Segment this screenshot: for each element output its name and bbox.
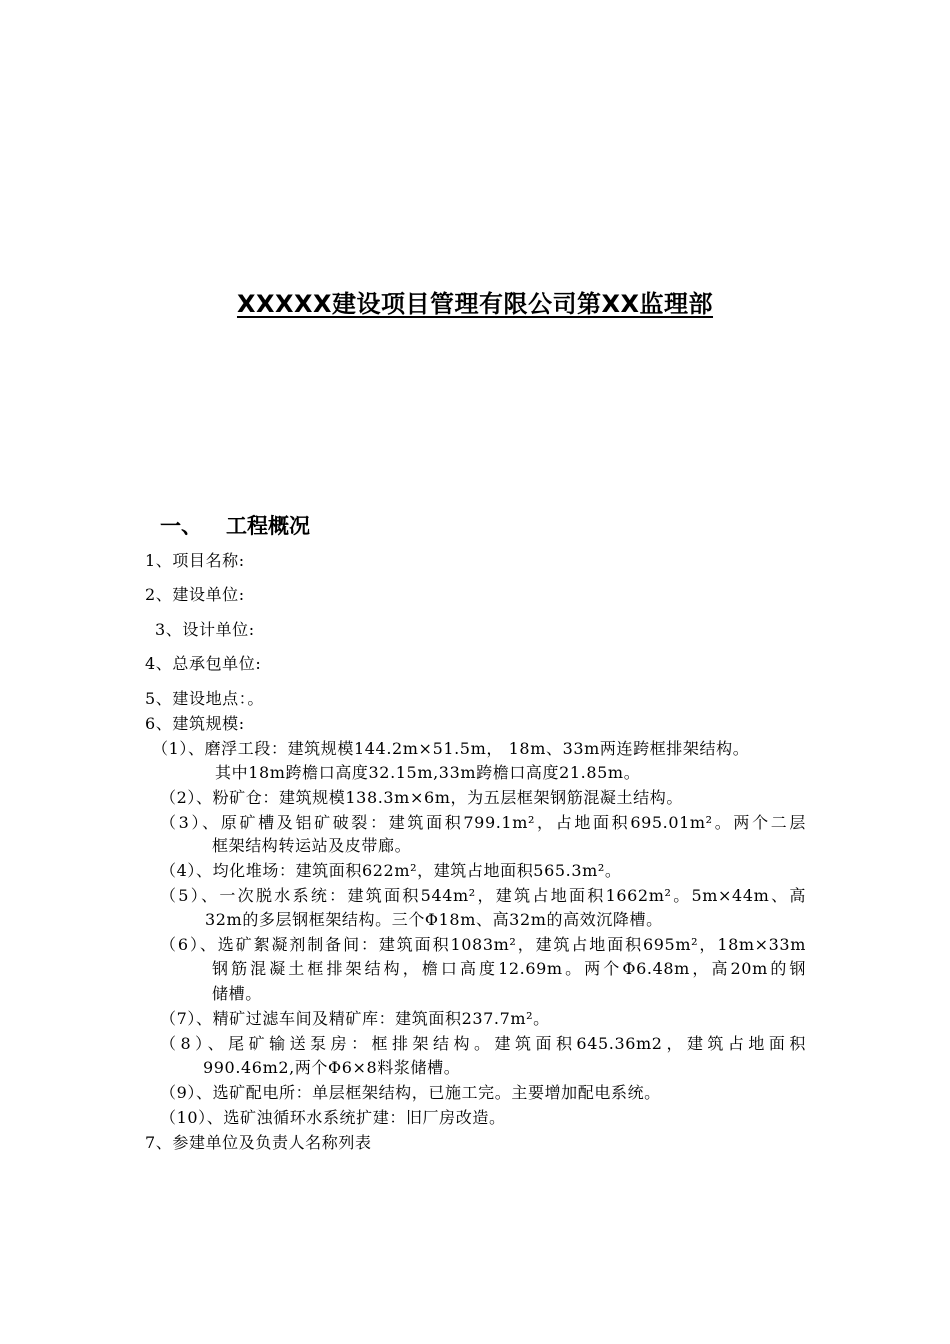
item-building-scale: 6、建筑规模: (145, 714, 245, 733)
item-design-unit: 3、设计单位: (155, 620, 255, 639)
scale-item-3-cont: 框架结构转运站及皮带廊。 (212, 836, 412, 855)
section-number: 一、 (160, 514, 202, 538)
scale-item-1-cont: 其中18m跨檐口高度32.15m,33m跨檐口高度21.85m。 (215, 763, 641, 782)
scale-item-8: （8）、尾矿输送泵房：框排架结构。建筑面积645.36m2，建筑占地面积 (160, 1034, 806, 1053)
scale-item-9: （9）、选矿配电所：单层框架结构，已施工完。主要增加配电系统。 (160, 1083, 661, 1102)
scale-item-1: （1）、磨浮工段：建筑规模144.2m×51.5m， 18m、33m两连跨框排架结构。 (152, 739, 750, 758)
scale-item-2: （2）、粉矿仓：建筑规模138.3m×6m，为五层框架钢筋混凝土结构。 (160, 788, 683, 807)
section-heading (160, 510, 310, 540)
item-project-name: 1、项目名称: (145, 551, 245, 570)
item-participating-units: 7、参建单位及负责人名称列表 (145, 1133, 372, 1152)
scale-item-5: （5）、一次脱水系统：建筑面积544m²，建筑占地面积1662m²。5m×44m、高 (160, 886, 806, 905)
scale-item-6-cont2: 储槽。 (212, 984, 262, 1003)
scale-item-6-cont: 钢筋混凝土框排架结构，檐口高度12.69m。两个Φ6.48m，高20m的钢 (212, 959, 806, 978)
scale-item-10: （10）、选矿浊循环水系统扩建：旧厂房改造。 (160, 1108, 506, 1127)
scale-item-7: （7）、精矿过滤车间及精矿库：建筑面积237.7m²。 (160, 1009, 550, 1028)
item-general-contractor: 4、总承包单位: (145, 654, 262, 673)
item-construction-unit: 2、建设单位: (145, 585, 245, 604)
scale-item-6: （6）、选矿絮凝剂制备间：建筑面积1083m²，建筑占地面积695m²，18m×33m (160, 935, 806, 954)
scale-item-5-cont: 32m的多层钢框架结构。三个Φ18m、高32m的高效沉降槽。 (205, 910, 663, 929)
scale-item-8-cont: 990.46m2,两个Φ6×8料浆储槽。 (203, 1058, 461, 1077)
scale-item-3: （3）、原矿槽及铝矿破裂：建筑面积799.1m²，占地面积695.01m²。两个二层 (160, 813, 806, 832)
document-title: XXXXX建设项目管理有限公司第XX监理部 (236, 290, 714, 318)
section-title: 工程概况 (226, 514, 310, 538)
item-location: 5、建设地点：。 (145, 689, 264, 708)
scale-item-4: （4）、均化堆场：建筑面积622m²，建筑占地面积565.3m²。 (160, 861, 622, 880)
